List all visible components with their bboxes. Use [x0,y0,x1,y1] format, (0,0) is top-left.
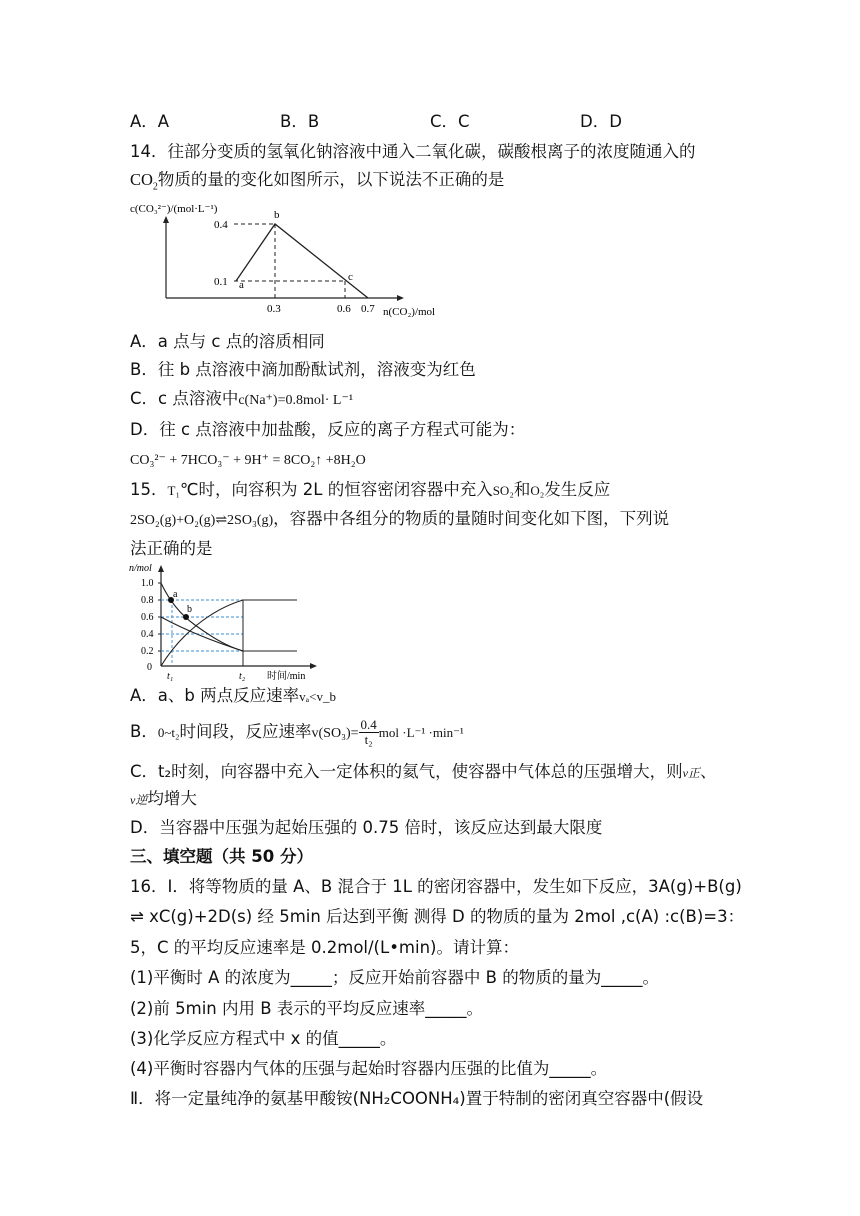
section3-title: 三、填空题（共 50 分） [130,847,313,866]
q15-stem-line2: 2SO₂(g)+O₂(g)⇌2SO₃(g)，容器中各组分的物质的量随时间变化如下图，下列说 [130,509,670,528]
q15-a-formula: vₐ<v_b [299,689,337,704]
chart2-point-b: b [187,604,192,615]
chart1-xtick-0.3: 0.3 [267,303,281,315]
chart1-ytick-0.4: 0.4 [214,219,228,231]
chart1-point-a: a [239,279,244,291]
q14-d-equation: CO₃²⁻ + 7HCO₃⁻ + 9H⁺ = 8CO₂↑ +8H₂O [130,453,366,468]
q13-option-b: B．B [280,112,320,131]
q15-stem-line1: 15．T₁℃时，向容积为 2L 的恒容密闭容器中充入SO₂和O₂发生反应 [130,480,611,499]
q16-question-3: (3)化学反应方程式中 x 的值_____。 [130,1029,397,1048]
q14-stem-line1: 14．往部分变质的氢氧化钠溶液中通入二氧化碳，碳酸根离子的浓度随通入的 [130,142,696,161]
chart1-xlabel: n(CO₂)/mol [383,306,436,318]
chart2-xtick-t1: t₁ [167,671,174,682]
moles-vs-time-chart [125,560,325,682]
q15-option-c-line2: v逆均增大 [130,789,197,808]
chart2-ylabel: n/mol [129,563,152,574]
q15-b-fraction: $\frac{0.4}{\text{t₂}}$ [360,717,377,747]
chart1-ylabel: c(CO₃²⁻)/(mol·L⁻¹) [130,203,218,215]
q15-option-c-line1: C．t₂时刻，向容器中充入一定体积的氦气，使容器中气体总的压强增大，则v正、 [130,762,717,781]
q15-stem-line3: 法正确的是 [130,539,213,558]
q14-stem-line2: $CO_2$物质的量的变化如图所示，以下说法不正确的是 [130,170,505,193]
q15-option-b: B．0~t₂时间段，反应速率v(SO₃)= $\frac{0.4}{\text{t₂}}$ mol ·L⁻¹ ·min⁻¹ [130,717,464,747]
q13-option-a: A．A [130,112,170,131]
q16-question-1: (1)平衡时 A 的浓度为_____；反应开始前容器中 B 的物质的量为_____。 [130,968,659,987]
chart2-ytick-0.4: 0.4 [141,629,154,640]
chart2-ytick-0.6: 0.6 [141,612,154,623]
q15-option-d: D．当容器中压强为起始压强的 0.75 倍时，该反应达到最大限度 [130,818,603,837]
co3-concentration-chart [128,198,458,322]
q16-question-2: (2)前 5min 内用 B 表示的平均反应速率_____。 [130,999,484,1018]
q14-option-c: C．c 点溶液中c(Na⁺)=0.8mol· L⁻¹ [130,389,354,408]
q15-option-a: A．a、b 两点反应速率vₐ<v_b [130,686,337,705]
chart1-xtick-0.7: 0.7 [361,303,375,315]
chart2-xlabel: 时间/min [267,671,306,682]
q16-line2: ⇌ xC(g)+2D(s) 经 5min 后达到平衡 测得 D 的物质的量为 2mol ,c(A) :c(B)=3： [130,907,745,926]
q16-part2: Ⅱ．将一定量纯净的氨基甲酸铵(NH₂COONH₄)置于特制的密闭真空容器中(假设 [130,1089,704,1108]
chart1-ytick-0.1: 0.1 [214,276,228,288]
chart1-point-c: c [348,271,353,283]
q14-option-a: A．a 点与 c 点的溶质相同 [130,332,325,351]
chart2-ytick-0.2: 0.2 [141,646,154,657]
chart2-ytick-1.0: 1.0 [141,578,154,589]
q13-option-c: C．C [430,112,470,131]
chart1-point-b: b [274,209,280,221]
q16-question-4: (4)平衡时容器内气体的压强与起始时容器内压强的比值为_____。 [130,1059,608,1078]
chart2-ytick-0: 0 [147,662,152,673]
chart2-point-a: a [173,589,178,600]
chart2-ytick-0.8: 0.8 [141,595,154,606]
q16-line1: 16．I．将等物质的量 A、B 混合于 1L 的密闭容器中，发生如下反应，3A(g)+B(g) [130,877,742,896]
q14-option-d: D．往 c 点溶液中加盐酸，反应的离子方程式可能为： [130,420,526,439]
q16-line3: 5，C 的平均反应速率是 0.2mol/(L•min)。请计算： [130,938,519,957]
chart1-xtick-0.6: 0.6 [337,303,351,315]
q15-equation: 2SO₂(g)+O₂(g)⇌2SO₃(g) [130,513,274,528]
q14-option-b: B．往 b 点溶液中滴加酚酞试剂，溶液变为红色 [130,360,476,379]
q14-c-formula: c(Na⁺)=0.8mol· L⁻¹ [238,393,354,408]
chart2-xtick-t2: t₂ [239,671,246,682]
q13-option-d: D．D [580,112,622,131]
q14-co2: $CO_2$ [130,170,158,193]
